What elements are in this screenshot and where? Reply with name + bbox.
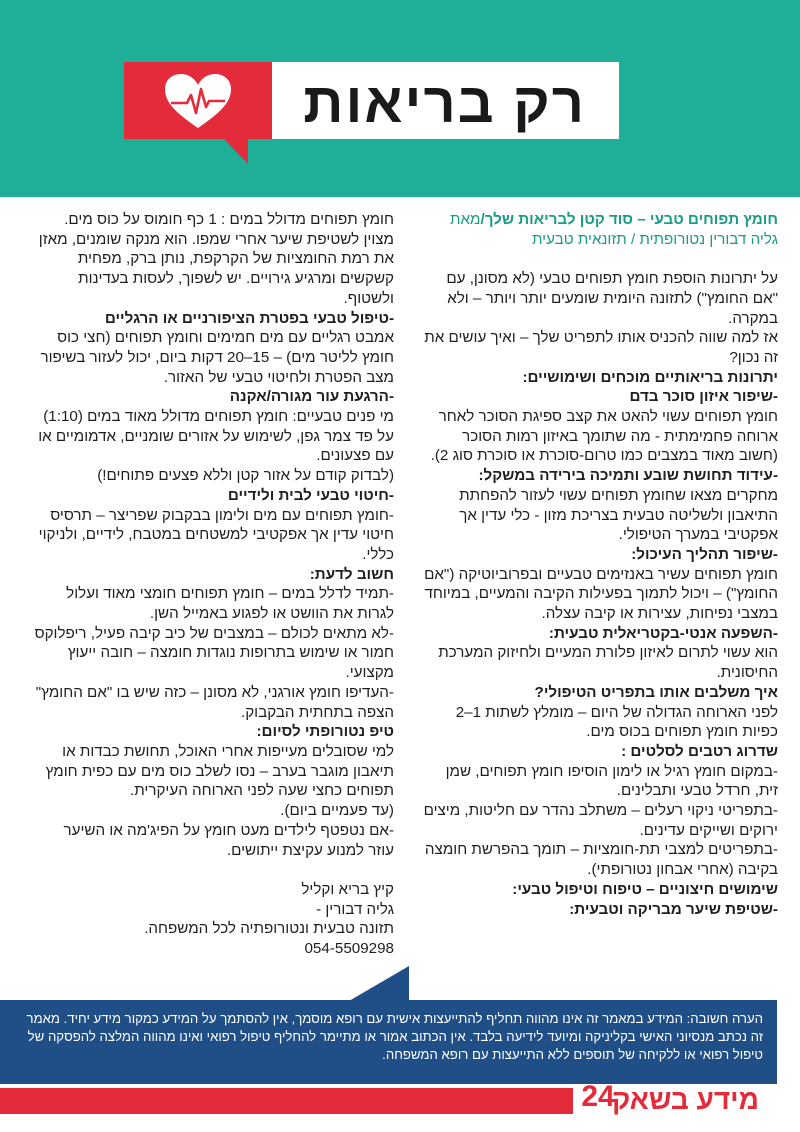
section-heading: שימושים חיצוניים – טיפוח וטיפול טבעי:: [512, 880, 778, 898]
author-prefix: מאת: [450, 211, 481, 228]
author-line: גליה דבורין נטורופתית / תזונאית טבעית: [531, 230, 778, 248]
intro-question: אז למה שווה להכניס אותו לתפריט שלך – ואיך עושים את זה נכון?: [424, 329, 778, 366]
note-tail: [349, 966, 409, 1001]
section-text: הוא עשוי לתרום לאיזון פלורת המעיים ולחיזוק המערכת החיסונית.: [438, 644, 778, 682]
list-item: -לא מתאים לכולם – במצבים של כיב קיבה פעיל, ריפלוקס חמור או שימוש בתרופות נוגדות חומצה – חובה ייעוץ מקצועי.: [34, 624, 394, 682]
list-item: -בתפריטים למצבי תת-חומציות – תומך בהפרשת חומצה בקיבה (אחרי אבחון נטורופתי).: [424, 841, 778, 879]
benefits-heading: יתרונות בריאותיים מוכחים ושימושיים:: [522, 368, 778, 386]
section-text: אמבט רגליים עם מים חמימים וחומץ תפוחים (חצי כוס חומץ לליטר מים) – 15–20 דקות ביום, יכול לעזור בשיפור מצב הפטרת ולחיטוי טבעי של האזור.: [40, 329, 394, 386]
signature-line: גליה דבורין -: [316, 900, 394, 918]
section-heading: -חיטוי טבעי לבית ולידיים: [227, 486, 394, 504]
section-note: (לבדוק קודם על אזור קטן וללא פצעים פתוחים!): [97, 467, 394, 485]
disclaimer-text: הערה חשובה: המידע במאמר זה אינו מהווה תחליף להתייעצות אישית עם רופא מוסמך, אין להסתמך על המידע כמקור מידע יחיד. מאמר זה נכתב מנסיוני האישי בקליניקה ומיועד לידיעה בלבד. אין הכתוב אמור או מתיימר להחליף טיפול רפואי ואינו מהווה המלצה להפסקה של טיפול רפואי או ללקיחה של תוספים ללא התייעצות עם רופא המשפחה.: [26, 1011, 763, 1062]
footer-bar: [0, 1088, 573, 1114]
signature-line: תזונה טבעית ונטורופתיה לכל המשפחה.: [144, 920, 394, 938]
section-heading: -שטיפת שיער מבריקה וטבעית:: [569, 900, 778, 918]
section-heading: -הרגעת עור מגורה/אקנה: [229, 388, 394, 406]
section-heading: -טיפול טבעי בפטרת הציפורניים או הרגליים: [104, 309, 394, 327]
section-text: -חומץ תפוחים עם מים ולימון בבקבוק שפריצר – תרסיס חיטוי עדין אך אפקטיבי למשטחים במטבח, לידיים, ולניקוי כללי.: [38, 506, 394, 563]
heart-pulse-icon: [163, 73, 233, 131]
section-heading: -שיפור איזון סוכר בדם: [629, 388, 778, 406]
article-title: חומץ תפוחים טבעי – סוד קטן לבריאות שלך/: [480, 211, 778, 228]
page-title: רק בריאות: [303, 71, 586, 134]
section-text: חומץ תפוחים עשיר באנזימים טבעיים ובפרוביוטיקה ("אם החומץ") – ויכול לתמוך בפעילות הקיבה והמעיים, במיוחד במצבי נפיחות, עצירות או קיבה עצלה.: [424, 565, 778, 623]
section-note: (עד פעמיים ביום).: [280, 802, 394, 820]
header-banner: [0, 0, 800, 197]
signature-line: קיץ בריא וקליל: [301, 880, 394, 898]
list-item: -בתפריטי ניקוי רעלים – משתלב נהדר עם חליטות, מיצים ירוקים ושייקים עדינים.: [423, 802, 778, 839]
section-text: למי שסובלים מעייפות אחרי האוכל, תחושת כבדות או תיאבון מוגבר בערב – נסו לשלב כוס מים עם כפית חומץ תפוחים כחצי שעה לפני הארוחה העיקרית.: [45, 742, 394, 800]
disclaimer-box: [0, 1000, 777, 1084]
speech-bubble-tail: [223, 138, 248, 164]
section-heading: חשוב לדעת:: [309, 565, 394, 583]
section-text: חומץ תפוחים עשוי להאט את קצב ספיגת הסוכר לאחר ארוחה פחמימתית - מה שתומך באיזון רמות הסוכר (חשוב מאוד במצבים כמו טרום-סוכרת או סוכרת סוג 2).: [430, 408, 778, 465]
article-column-left: [34, 210, 394, 959]
section-heading: טיפ נטורופתי לסיום:: [256, 723, 394, 741]
section-text: לפני הארוחה הגדולה של היום – מומלץ לשתות 1–2 כפיות חומץ תפוחים בכוס מים.: [455, 703, 778, 741]
section-heading: שדרוג רטבים לסלטים :: [621, 742, 778, 760]
phone-number: 054-5509298: [304, 940, 394, 957]
section-text: -אם נטפטף לילדים מעט חומץ על הפיג'מה או השיער עוזר למנוע עקיצת ייתושים.: [63, 821, 394, 859]
list-item: -תמיד לדלל במים – חומץ תפוחים חומצי מאוד ועלול לגרות את הוושט או לפגוע באמייל השן.: [66, 585, 394, 623]
section-heading: -השפעה אנטי-בקטריאלית טבעית:: [548, 624, 778, 642]
list-item: -העדיפו חומץ אורגני, לא מסונן – כזה שיש בו "אם החומץ" הצפה בתחתית הבקבוק.: [35, 683, 394, 721]
section-heading: -שיפור תהליך העיכול:: [631, 545, 778, 563]
section-text: מחקרים מצאו שחומץ תפוחים עשוי לעזור להפחתת התיאבון ולשליטה טבעית בצריכת מזון - כלי עדין אך אפקטיבי במערך הטיפולי.: [459, 486, 778, 544]
page-number: 24: [581, 1080, 615, 1113]
footer-brand: מידע בשאק: [612, 1084, 759, 1115]
article-title-line: [420, 210, 778, 230]
section-heading: -עידוד תחושת שובע ותמיכה בירידה במשקל:: [478, 467, 778, 485]
article-column-right: [420, 210, 778, 919]
section-heading: איך משלבים אותו בתפריט הטיפולי?: [534, 683, 778, 701]
list-item: -במקום חומץ רגיל או לימון הוסיפו חומץ תפוחים, שמן זית, חרדל טבעי ותבלינים.: [445, 762, 778, 800]
section-text: מי פנים טבעיים: חומץ תפוחים מדולל מאוד במים (1:10) על פד צמר גפן, לשימוש על אזורים שומניים, אדמומיים או עם פצעונים.: [38, 408, 394, 465]
section-text: חומץ תפוחים מדולל במים : 1 כף חומוס על כוס מים. מצוין לשטיפת שיער אחרי שמפו. הוא מנקה שומנים, מאזן את רמת החומציות של הקרקפת, נותן ברק, מפחית קשקשים ומרגיע גירויים. יש לשפוך, לעסות בעדינות ולשטוף.: [38, 211, 394, 307]
intro-paragraph: על יתרונות הוספת חומץ תפוחים טבעי (לא מסונן, עם "אם החומץ") לתזונה היומית שומעים יותר ויותר – ולא במקרה.: [446, 270, 778, 327]
